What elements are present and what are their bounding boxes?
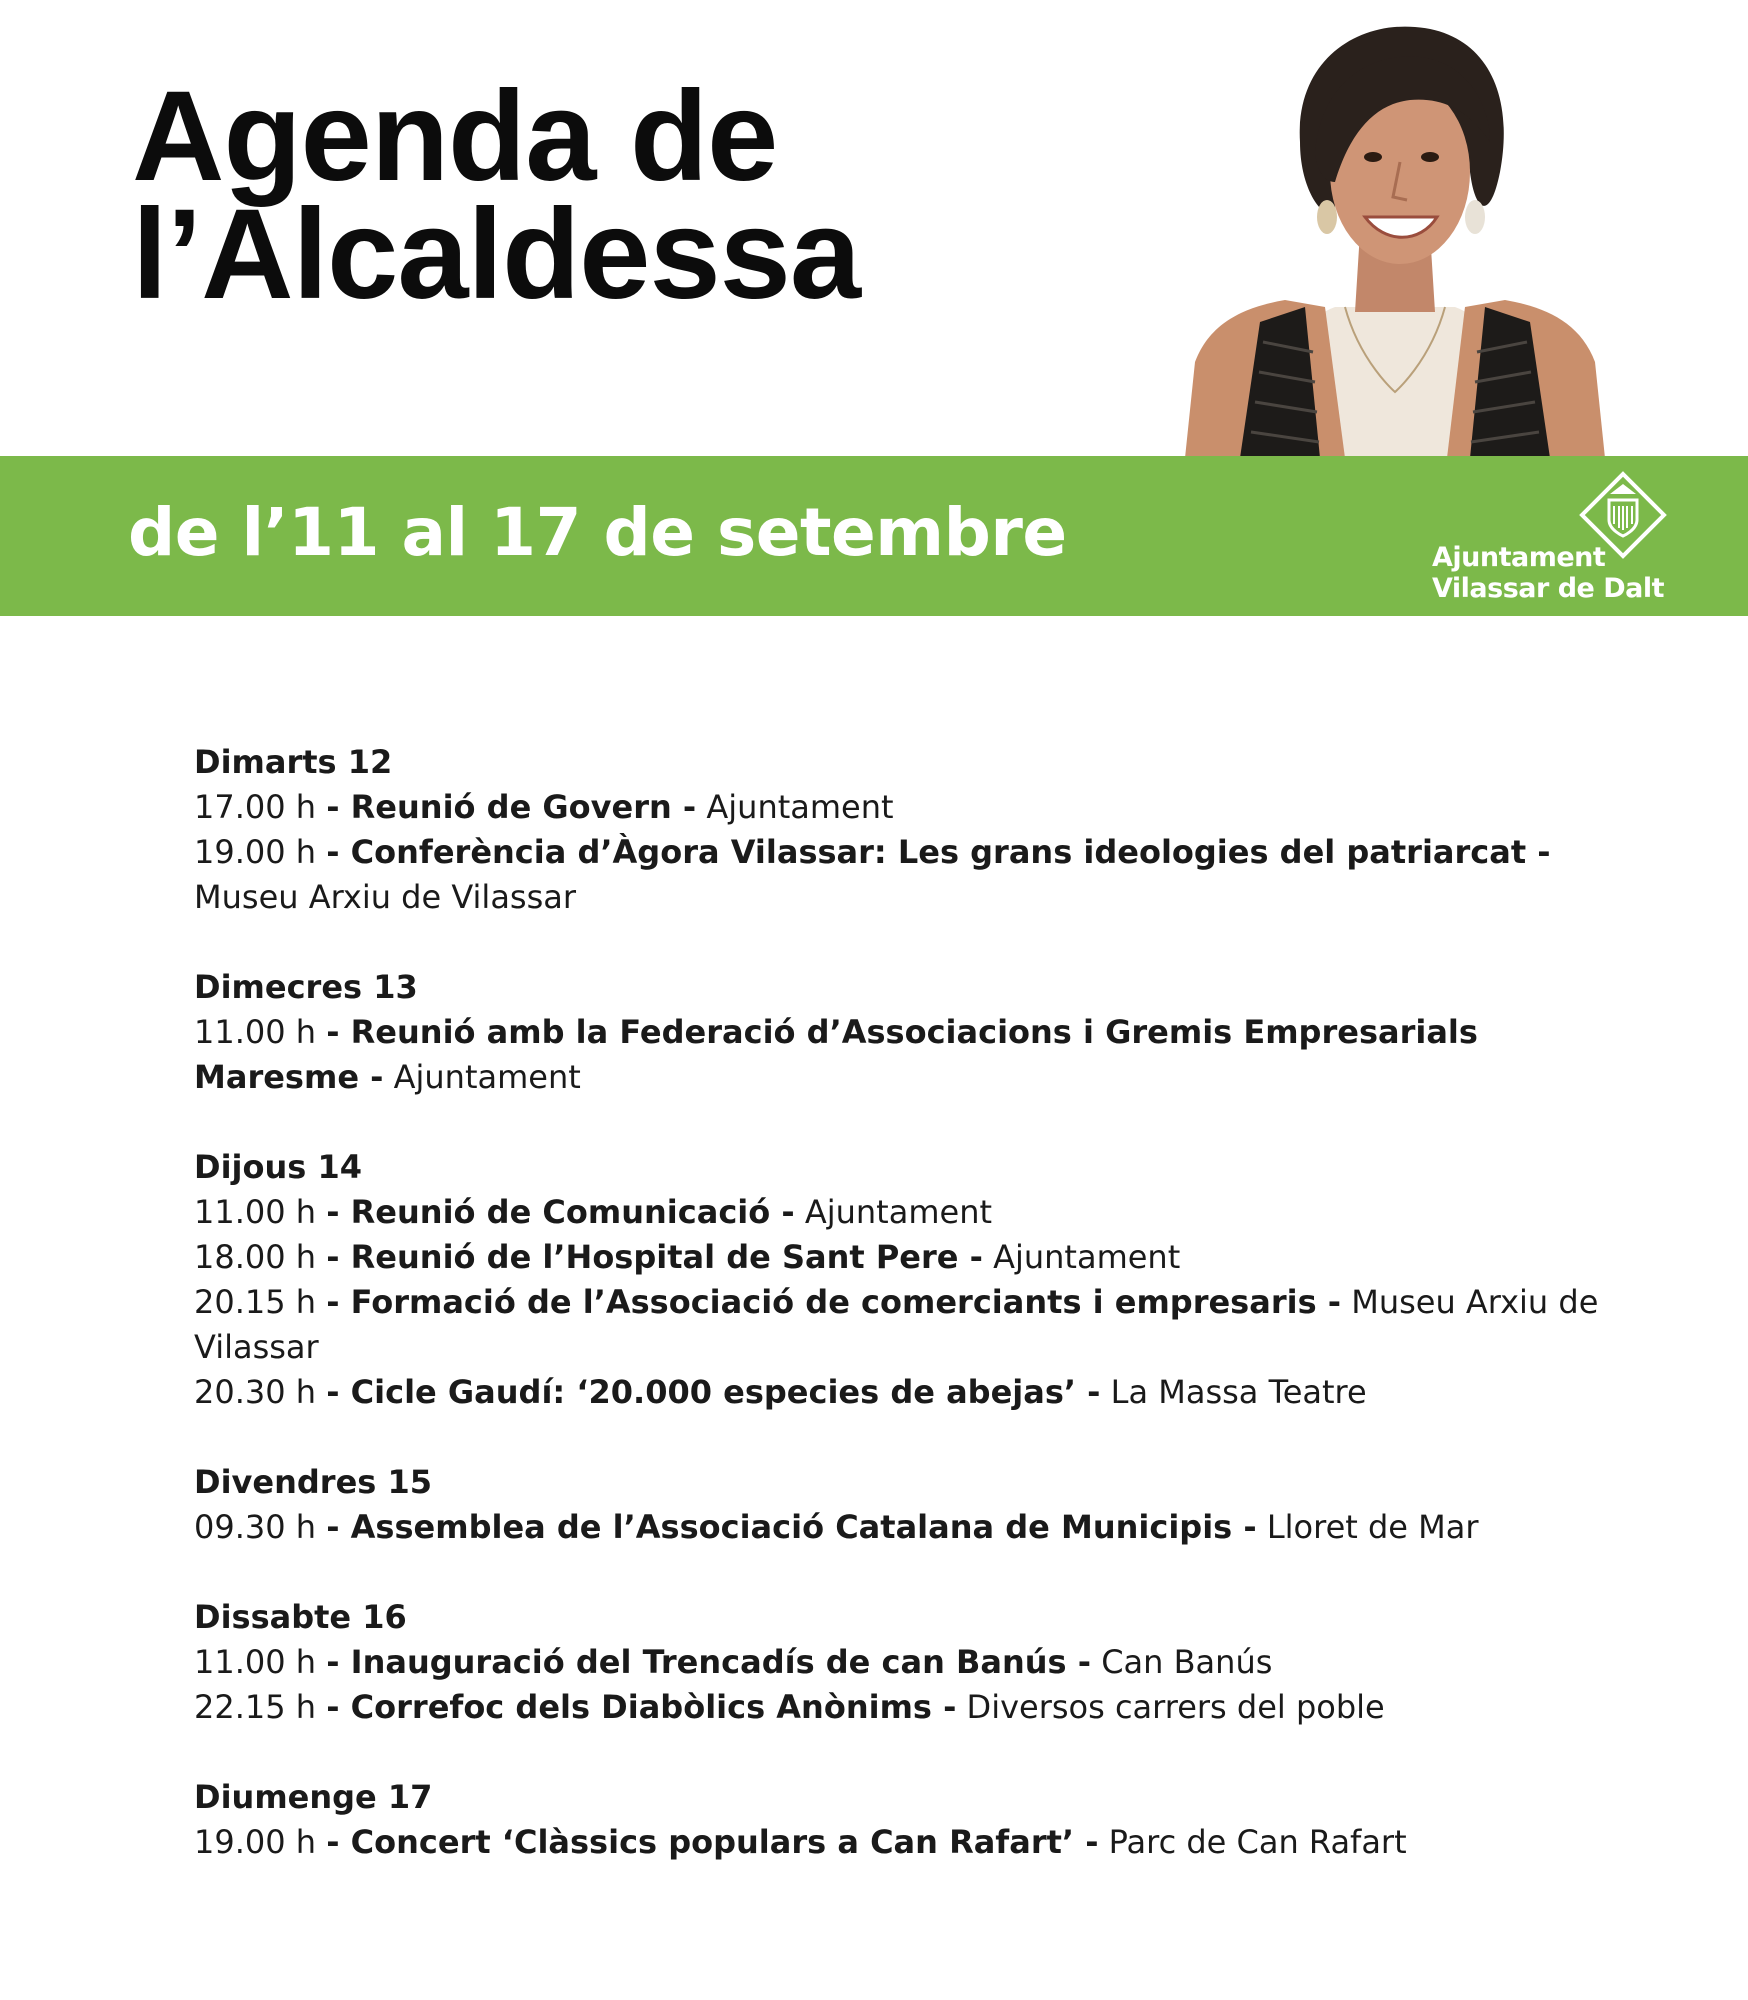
event-item: 19.00 h - Conferència d’Àgora Vilassar: Les grans ideologies del patriarcat - Museu Arxiu de Vilassar: [194, 833, 1551, 916]
event-place: La Massa Teatre: [1110, 1373, 1367, 1411]
event-item: 11.00 h - Inauguració del Trencadís de can Banús - Can Banús: [194, 1643, 1273, 1681]
day-section: [194, 740, 1624, 920]
day-section: [194, 1595, 1624, 1730]
event-name: Concert ‘Clàssics populars a Can Rafart’: [350, 1823, 1075, 1861]
event-place: Can Banús: [1101, 1643, 1273, 1681]
event-name: Reunió amb la Federació d’Associacions i Gremis Empresarials Maresme: [194, 1013, 1478, 1096]
event-place: Museu Arxiu de Vilassar: [194, 1283, 1599, 1366]
event-item: 11.00 h - Reunió de Comunicació - Ajuntament: [194, 1193, 993, 1231]
event-place: Ajuntament: [804, 1193, 993, 1231]
event-name: Reunió de Govern: [350, 788, 672, 826]
day-section: [194, 1775, 1624, 1865]
event-item: 20.15 h - Formació de l’Associació de comerciants i empresaris - Museu Arxiu de Vilassar: [194, 1283, 1599, 1366]
day-title: Dimecres 13: [194, 968, 418, 1006]
logo-line-2: Vilassar de Dalt: [1432, 573, 1665, 604]
date-range: de l’11 al 17 de setembre: [128, 494, 1067, 571]
day-section: [194, 1145, 1624, 1415]
event-time: 19.00 h: [194, 833, 317, 871]
event-time: 11.00 h: [194, 1643, 317, 1681]
agenda-list: [194, 740, 1624, 1910]
event-item: 18.00 h - Reunió de l’Hospital de Sant Pere - Ajuntament: [194, 1238, 1181, 1276]
event-name: Assemblea de l’Associació Catalana de Municipis: [350, 1508, 1233, 1546]
day-section: [194, 1460, 1624, 1550]
event-time: 17.00 h: [194, 788, 317, 826]
event-name: Conferència d’Àgora Vilassar: Les grans ideologies del patriarcat: [350, 833, 1527, 871]
ajuntament-logo: [1428, 470, 1668, 604]
event-place: Diversos carrers del poble: [966, 1688, 1385, 1726]
date-banner: [0, 456, 1748, 616]
event-place: Parc de Can Rafart: [1108, 1823, 1407, 1861]
event-time: 09.30 h: [194, 1508, 317, 1546]
event-item: 20.30 h - Cicle Gaudí: ‘20.000 especies de abejas’ - La Massa Teatre: [194, 1373, 1367, 1411]
event-time: 11.00 h: [194, 1193, 317, 1231]
event-time: 18.00 h: [194, 1238, 317, 1276]
event-item: 17.00 h - Reunió de Govern - Ajuntament: [194, 788, 894, 826]
day-title: Dijous 14: [194, 1148, 362, 1186]
event-place: Ajuntament: [993, 1238, 1181, 1276]
logo-text: [1432, 542, 1664, 604]
event-name: Reunió de Comunicació: [350, 1193, 771, 1231]
page-title: [132, 65, 860, 326]
logo-line-1: Ajuntament: [1432, 542, 1606, 573]
event-time: 20.30 h: [194, 1373, 317, 1411]
title-line-1: Agenda de: [132, 65, 778, 208]
event-item: 19.00 h - Concert ‘Clàssics populars a Can Rafart’ - Parc de Can Rafart: [194, 1823, 1407, 1861]
event-time: 22.15 h: [194, 1688, 317, 1726]
event-name: Reunió de l’Hospital de Sant Pere: [350, 1238, 959, 1276]
title-line-2: l’Alcaldessa: [132, 183, 860, 326]
event-time: 20.15 h: [194, 1283, 317, 1321]
day-title: Divendres 15: [194, 1463, 432, 1501]
event-item: 09.30 h - Assemblea de l’Associació Catalana de Municipis - Lloret de Mar: [194, 1508, 1479, 1546]
day-title: Dissabte 16: [194, 1598, 407, 1636]
day-section: [194, 965, 1624, 1100]
event-place: Ajuntament: [706, 788, 894, 826]
mayor-portrait: [1185, 22, 1605, 458]
event-name: Inauguració del Trencadís de can Banús: [350, 1643, 1067, 1681]
event-time: 19.00 h: [194, 1823, 317, 1861]
day-title: Dimarts 12: [194, 743, 393, 781]
portrait-illustration: [1185, 22, 1605, 458]
event-name: Cicle Gaudí: ‘20.000 especies de abejas’: [350, 1373, 1077, 1411]
event-place: Lloret de Mar: [1266, 1508, 1479, 1546]
event-item: 22.15 h - Correfoc dels Diabòlics Anònims - Diversos carrers del poble: [194, 1688, 1385, 1726]
event-place: Museu Arxiu de Vilassar: [194, 878, 577, 916]
event-place: Ajuntament: [393, 1058, 581, 1096]
event-name: Formació de l’Associació de comerciants i empresaris: [350, 1283, 1317, 1321]
event-time: 11.00 h: [194, 1013, 317, 1051]
event-item: 11.00 h - Reunió amb la Federació d’Associacions i Gremis Empresarials Maresme - Ajuntament: [194, 1013, 1478, 1096]
event-name: Correfoc dels Diabòlics Anònims: [350, 1688, 932, 1726]
day-title: Diumenge 17: [194, 1778, 433, 1816]
